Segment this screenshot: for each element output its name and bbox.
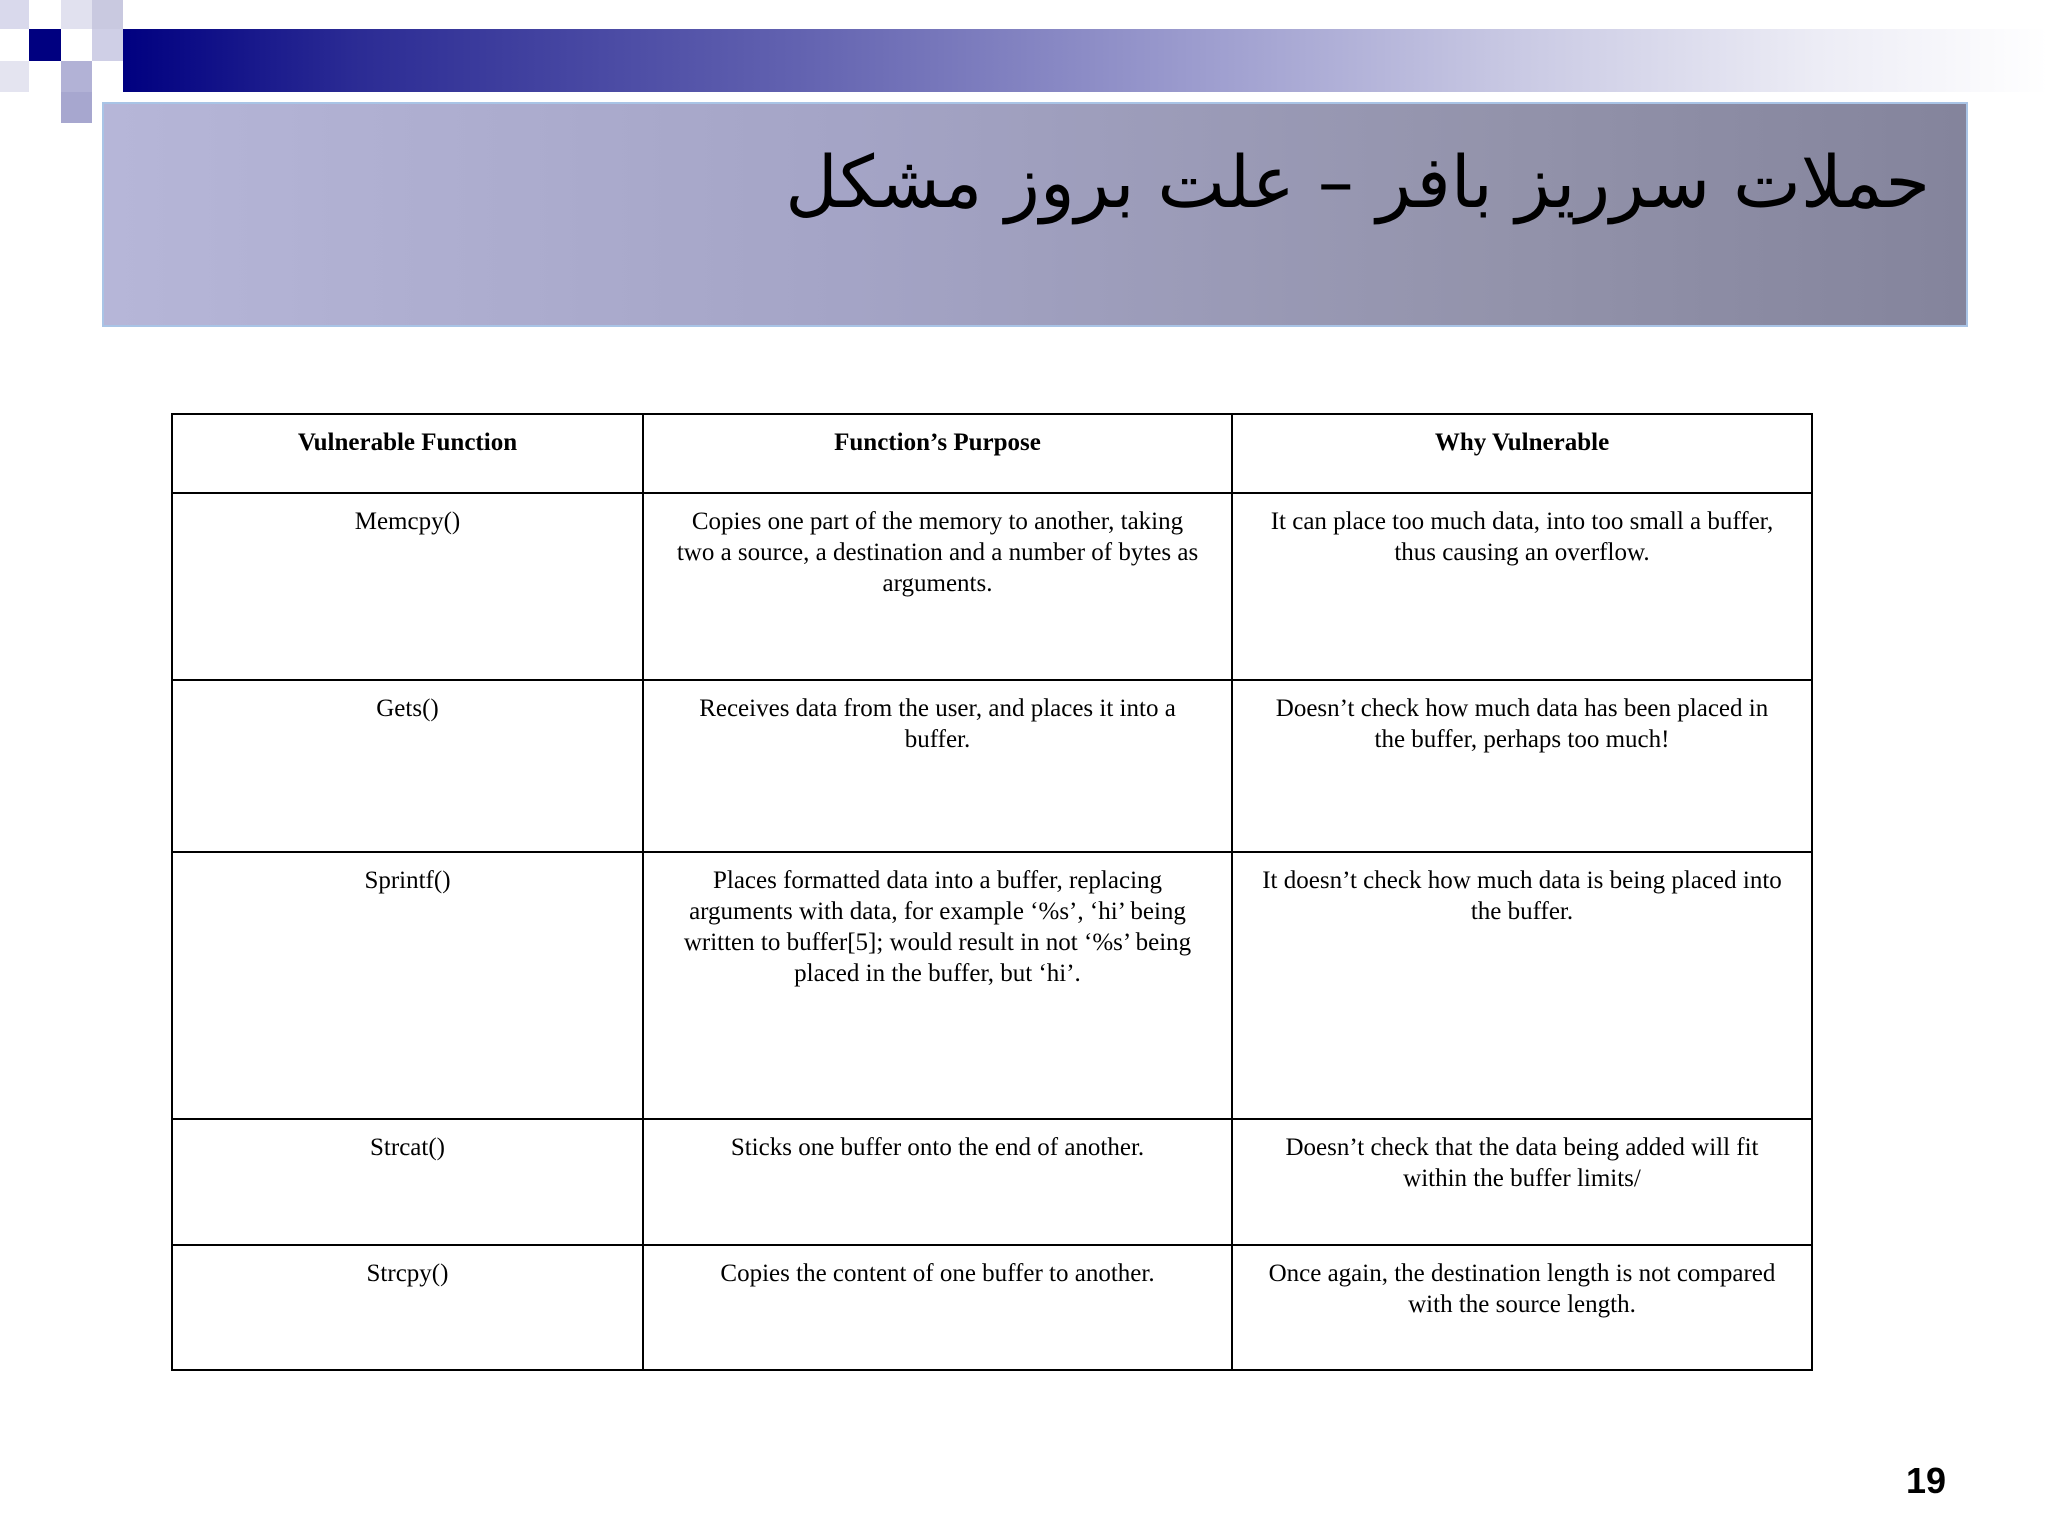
purpose-cell: Sticks one buffer onto the end of another. [643, 1119, 1232, 1245]
purpose-cell: Places formatted data into a buffer, replacing arguments with data, for example ‘%s’, ‘hi’ being written to buffer[5]; would result in not ‘%s’ being placed in the buffer, but ‘hi’. [643, 852, 1232, 1119]
page-number: 19 [1905, 1460, 1946, 1501]
column-header-function: Vulnerable Function [172, 414, 643, 493]
decorative-square [29, 0, 61, 29]
decorative-square [61, 92, 92, 123]
decorative-square [61, 0, 92, 29]
why-vulnerable-cell: Doesn’t check that the data being added will fit within the buffer limits/ [1232, 1119, 1812, 1245]
why-vulnerable-cell: It doesn’t check how much data is being placed into the buffer. [1232, 852, 1812, 1119]
function-name-cell: Strcat() [172, 1119, 643, 1245]
decorative-square [29, 29, 61, 61]
decorative-square [92, 29, 123, 61]
purpose-cell: Copies one part of the memory to another, taking two a source, a destination and a number of bytes as arguments. [643, 493, 1232, 680]
column-header-purpose: Function’s Purpose [643, 414, 1232, 493]
purpose-cell: Copies the content of one buffer to another. [643, 1245, 1232, 1370]
why-vulnerable-cell: Doesn’t check how much data has been placed in the buffer, perhaps too much! [1232, 680, 1812, 852]
function-name-cell: Gets() [172, 680, 643, 852]
decorative-square [0, 61, 29, 92]
title-banner [102, 102, 1968, 327]
slide-title: حملات سرریز بافر – علت بروز مشکل [785, 140, 1930, 224]
table-row [172, 680, 1812, 852]
column-header-why: Why Vulnerable [1232, 414, 1812, 493]
decorative-square [0, 0, 29, 29]
table-row [172, 493, 1812, 680]
vulnerable-functions-table [171, 413, 1813, 1371]
function-name-cell: Strcpy() [172, 1245, 643, 1370]
table-row [172, 852, 1812, 1119]
decorative-square [92, 0, 123, 29]
table-header-row [172, 414, 1812, 493]
table-row [172, 1245, 1812, 1370]
decorative-square [61, 61, 92, 92]
why-vulnerable-cell: Once again, the destination length is not compared with the source length. [1232, 1245, 1812, 1370]
function-name-cell: Sprintf() [172, 852, 643, 1119]
purpose-cell: Receives data from the user, and places it into a buffer. [643, 680, 1232, 852]
why-vulnerable-cell: It can place too much data, into too small a buffer, thus causing an overflow. [1232, 493, 1812, 680]
table-row [172, 1119, 1812, 1245]
function-name-cell: Memcpy() [172, 493, 643, 680]
header-gradient-band [123, 29, 2048, 92]
